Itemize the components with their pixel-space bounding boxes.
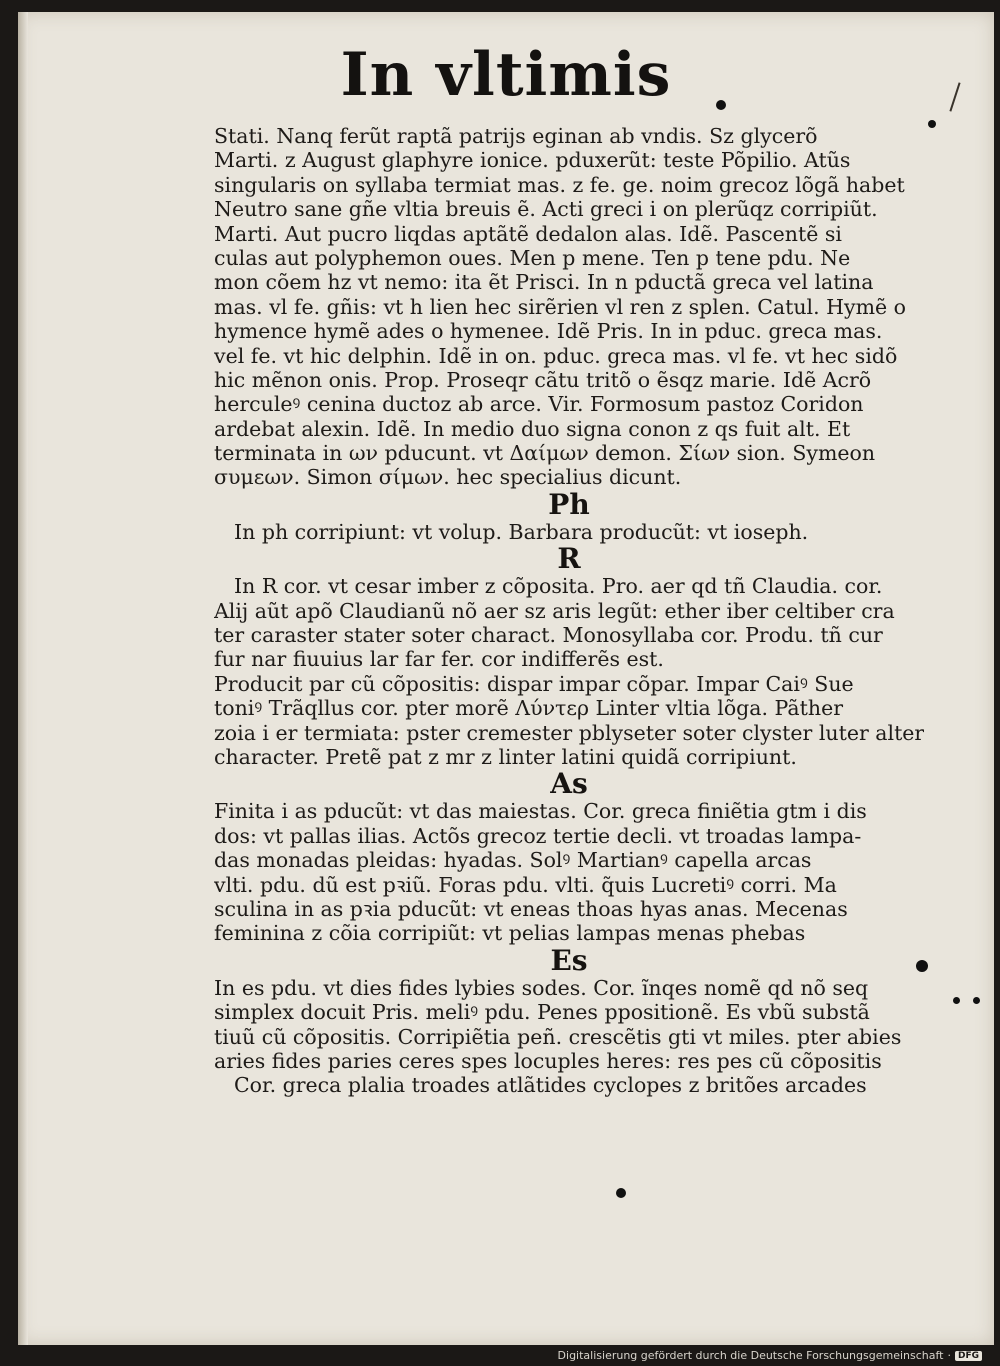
text-line: ter caraster stater soter charact. Monosyllaba cor. Produ. tñ cur [214, 623, 883, 648]
text-line: ardebat alexin. Idẽ. In medio duo signa conon z qs fuit alt. Et [214, 416, 851, 441]
paragraph-2 [214, 520, 924, 544]
page-binding-edge [18, 12, 28, 1345]
text-line: sculina in as pꝛia pducũt: vt eneas thoas hyas anas. Mecenas [214, 896, 848, 921]
text-line: Marti. Aut pucro liqdas aptãtẽ dedalon alas. Idẽ. Pascentẽ si [214, 221, 842, 246]
text-line: mas. vl fe. gñis: vt h lien hec sirẽrien vl ren z splen. Catul. Hymẽ o [214, 294, 907, 319]
paragraph-3 [214, 574, 924, 769]
text-line: Cor. greca plalia troades atlãtides cyclopes z britões arcades [234, 1073, 867, 1098]
text-line: tiuũ cũ cõpositis. Corripiẽtia peñ. crescẽtis gti vt miles. pter abies [214, 1024, 902, 1049]
text-line: Marti. z August glaphyre ionice. pduxerũt: teste Põpilio. Atũs [214, 148, 851, 173]
text-line: Producit par cũ cõpositis: dispar impar cõpar. Impar Caiꝰ Sue [214, 671, 854, 696]
text-line: In R cor. vt cesar imber z cõposita. Pro. aer qd tñ Claudia. cor. [234, 574, 883, 599]
section-heading-ph: Ph [548, 487, 590, 521]
paragraph-5 [214, 976, 924, 1098]
paragraph-4 [214, 799, 924, 945]
text-line: mon cõem hz vt nemo: ita ẽt Prisci. In n pductã greca vel latina [214, 270, 874, 295]
text-line: character. Pretẽ pat z mr z linter latini quidã corripiunt. [214, 744, 797, 769]
text-line: Neutro sane gñe vltia breuis ẽ. Acti greci i on plerũqz corripiũt. [214, 197, 878, 222]
text-line: Finita i as pducũt: vt das maiestas. Cor. greca finiẽtia gtm i dis [214, 799, 867, 824]
ink-dot [616, 1188, 626, 1198]
text-line: In es pdu. vt dies fides lybies sodes. Cor. ĩnqes nomẽ qd nõ seq [214, 975, 869, 1000]
section-heading-as: As [550, 767, 588, 801]
text-line: In ph corripiunt: vt volup. Barbara producũt: vt ioseph. [234, 519, 809, 544]
text-line: Stati. Nanq ferũt raptã patrijs eginan ab vndis. Sz glycerõ [214, 124, 818, 148]
text-line: toniꝰ Trãqllus cor. pter morẽ Λύντερ Linter vltia lõga. Pãther [214, 696, 844, 721]
text-line: hymence hymẽ ades o hymenee. Idẽ Pris. In in pduc. greca mas. [214, 319, 883, 344]
text-line: συμεων. Simon σίμων. hec specialius dicunt. [214, 465, 682, 490]
book-page [18, 12, 994, 1345]
text-line: dos: vt pallas ilias. Actõs grecoz tertie decli. vt troadas lampa- [214, 823, 862, 848]
ink-dot [916, 960, 928, 972]
text-line: feminina z cõia corripiũt: vt pelias lampas menas phebas [214, 921, 806, 946]
text-line: simplex docuit Pris. meliꝰ pdu. Penes ppositionẽ. Es vbũ substã [214, 1000, 870, 1025]
ink-dot [716, 100, 726, 110]
separator: · [947, 1349, 951, 1362]
ink-dot [973, 997, 980, 1004]
text-line: aries fides paries ceres spes locuples heres: res pes cũ cõpositis [214, 1048, 882, 1073]
digitization-credit [558, 1349, 982, 1362]
text-line: hic mẽnon onis. Prop. Proseqr cãtu tritõ o ẽsqz marie. Idẽ Acrõ [214, 367, 872, 392]
body-text [214, 124, 924, 1098]
text-line: das monadas pleidas: hyadas. Solꝰ Martianꝰ capella arcas [214, 848, 812, 873]
ink-dot [953, 997, 960, 1004]
text-line: herculeꝰ cenina ductoz ab arce. Vir. Formosum pastoz Coridon [214, 392, 864, 417]
section-heading-es: Es [550, 943, 588, 977]
text-line: vlti. pdu. dũ est pꝛiũ. Foras pdu. vlti. q̃uis Lucretiꝰ corri. Ma [214, 872, 837, 897]
dfg-logo-icon: DFG [955, 1351, 982, 1361]
text-line: culas aut polyphemon oues. Men p mene. Ten p tene pdu. Ne [214, 245, 851, 270]
text-line: terminata in ων pducunt. vt Δαίμων demon. Σίων sion. Symeon [214, 441, 876, 466]
running-head: In vltimis [340, 40, 672, 110]
text-line: Alij aũt apõ Claudianũ nõ aer sz aris legũt: ether iber celtiber cra [214, 598, 895, 623]
credit-text: Digitalisierung gefördert durch die Deutsche Forschungsgemeinschaft [557, 1349, 944, 1362]
text-line: fur nar fiuuius lar far fer. cor indifferẽs est. [214, 647, 664, 672]
paragraph-1 [214, 124, 924, 490]
text-line: vel fe. vt hic delphin. Idẽ in on. pduc. greca mas. vl fe. vt hec sidõ [214, 343, 898, 368]
text-line: zoia i er termiata: pster cremester pblyseter soter clyster luter alter [214, 720, 924, 745]
text-line: singularis on syllaba termiat mas. z fe. ge. noim grecoz lõgã habet [214, 172, 905, 197]
section-heading-r: R [557, 542, 581, 576]
ink-dot [928, 120, 936, 128]
